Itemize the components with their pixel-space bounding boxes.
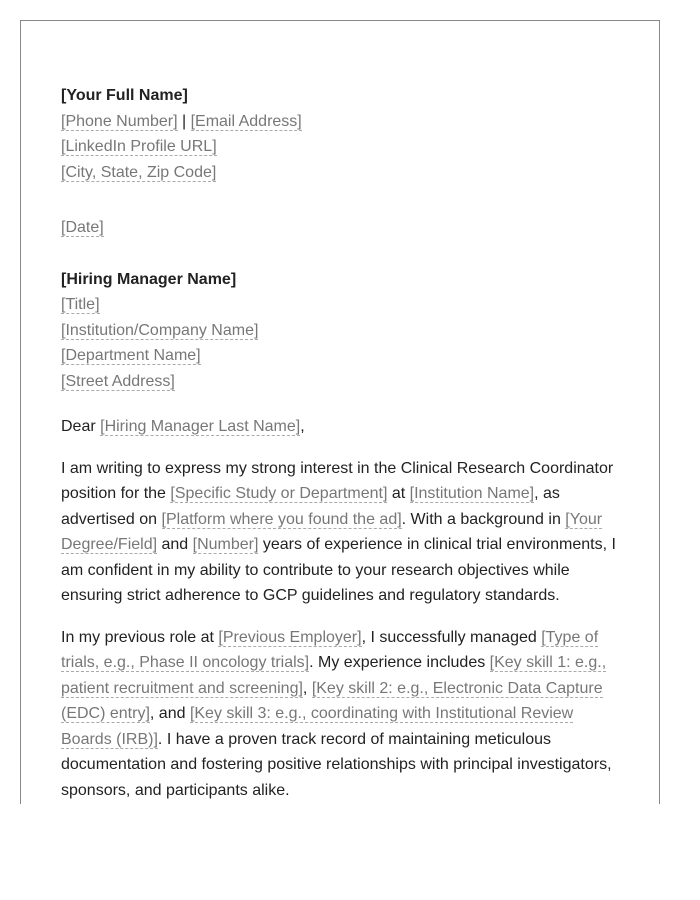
p1-text-1: I am writing to express my strong interest in the Clinical Research Coordinator position for the xyxy=(61,459,614,502)
p2-text-4: , xyxy=(302,679,312,697)
letter-content xyxy=(61,83,619,803)
recipient-title: [Title] xyxy=(61,296,100,313)
p1-placeholder-platform: [Platform where you found the ad] xyxy=(161,510,402,528)
sender-contact-line xyxy=(61,109,619,135)
sender-city: [City, State, Zip Code] xyxy=(61,163,217,181)
sender-block xyxy=(61,83,619,185)
p2-text-5: , and xyxy=(149,705,190,722)
salutation-prefix: Dear xyxy=(61,418,101,435)
sender-phone: [Phone Number] xyxy=(61,112,178,130)
p1-placeholder-degree: [Your Degree/Field] xyxy=(61,510,603,553)
recipient-institution: [Institution/Company Name] xyxy=(61,321,259,339)
p1-text-4: . With a background in xyxy=(401,510,566,528)
recipient-department: [Department Name] xyxy=(61,347,201,364)
recipient-block xyxy=(61,267,619,395)
p2-text-2: , I successfully managed xyxy=(361,628,542,646)
p1-text-3: , as advertised on xyxy=(61,485,560,528)
p1-text-5: and xyxy=(157,536,193,553)
paragraph-experience xyxy=(61,625,619,804)
p2-placeholder-employer: [Previous Employer] xyxy=(218,628,362,646)
p2-placeholder-skill-2: [Key skill 2: e.g., Electronic Data Capture (EDC) entry] xyxy=(61,679,603,722)
p2-placeholder-skill-3: [Key skill 3: e.g., coordinating with Institutional Review Boards (IRB)] xyxy=(61,705,574,748)
letter-page xyxy=(20,20,660,804)
p1-placeholder-study: [Specific Study or Department] xyxy=(170,485,388,502)
sender-email: [Email Address] xyxy=(190,112,302,130)
p1-placeholder-institution: [Institution Name] xyxy=(409,485,535,502)
contact-separator: | xyxy=(181,112,187,130)
p2-placeholder-skill-1: [Key skill 1: e.g., patient recruitment and screening] xyxy=(61,654,607,697)
p1-text-2: at xyxy=(387,485,410,502)
p2-placeholder-trial-type: [Type of trials, e.g., Phase II oncology trials] xyxy=(61,628,599,671)
p2-text-1: In my previous role at xyxy=(61,628,219,646)
salutation-name: [Hiring Manager Last Name] xyxy=(100,418,301,435)
sender-name: [Your Full Name] xyxy=(61,87,188,104)
p1-placeholder-years: [Number] xyxy=(192,536,259,553)
salutation xyxy=(61,414,619,440)
p2-text-3: . My experience includes xyxy=(309,654,490,671)
letter-date: [Date] xyxy=(61,219,104,236)
p2-text-6: . I have a proven track record of maintaining meticulous documentation and fostering positive relationships with principal investigators, sponsors, and participants alike. xyxy=(61,730,612,799)
salutation-suffix: , xyxy=(300,418,305,435)
sender-linkedin: [LinkedIn Profile URL] xyxy=(61,138,217,155)
paragraph-intro xyxy=(61,456,619,609)
p1-text-6: years of experience in clinical trial environments, I am confident in my ability to contribute to your research objectives while ensuring strict adherence to GCP guidelines and regulatory standards. xyxy=(61,536,616,604)
recipient-street: [Street Address] xyxy=(61,372,175,390)
recipient-name: [Hiring Manager Name] xyxy=(61,270,237,288)
